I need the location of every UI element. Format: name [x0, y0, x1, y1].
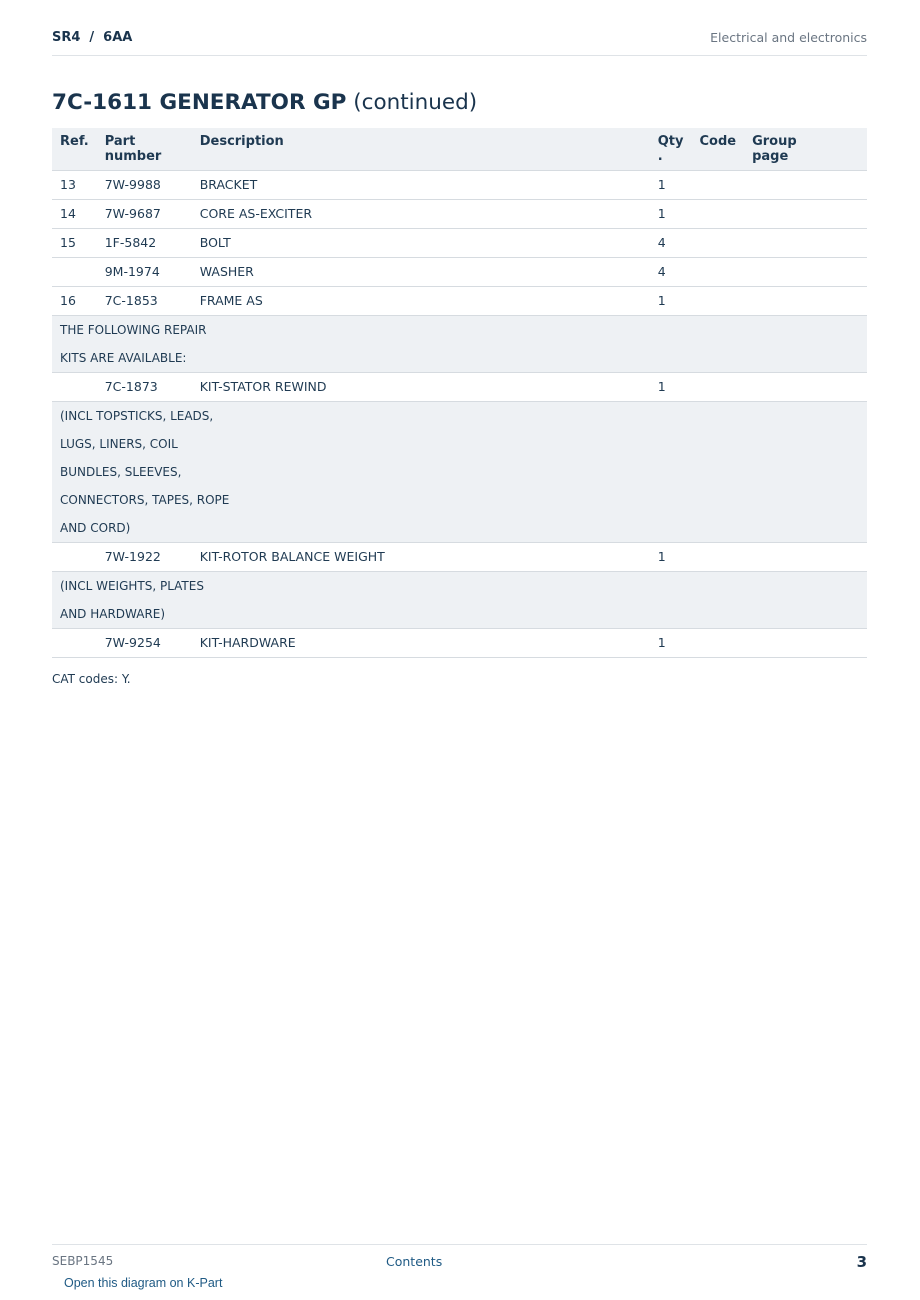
group-page-cell	[744, 228, 867, 257]
column-header-code: Code	[691, 128, 744, 170]
qty-cell: 1	[650, 372, 692, 401]
qty-cell: 1	[650, 286, 692, 315]
qty-cell: 4	[650, 228, 692, 257]
code-cell	[691, 199, 744, 228]
table-row	[52, 372, 867, 401]
open-kpart-link[interactable]: Open this diagram on K-Part	[64, 1276, 223, 1290]
contents-link[interactable]: Contents	[386, 1254, 443, 1269]
note-text: KITS ARE AVAILABLE:	[52, 344, 867, 373]
group-page-header-line2: page	[752, 149, 789, 164]
part-number-cell: 9M-1974	[97, 257, 192, 286]
note-text: BUNDLES, SLEEVES,	[52, 458, 867, 486]
qty-cell: 1	[650, 199, 692, 228]
description-cell: KIT-HARDWARE	[192, 628, 650, 657]
page-title	[52, 90, 477, 115]
ref-cell	[52, 257, 97, 286]
table-row	[52, 257, 867, 286]
note-text: AND HARDWARE)	[52, 600, 867, 629]
group-page-cell	[744, 257, 867, 286]
code-cell	[691, 170, 744, 199]
ref-cell: 14	[52, 199, 97, 228]
table-header-row	[52, 128, 867, 170]
serial-prefix-label: 6AA	[103, 30, 133, 45]
note-text: CONNECTORS, TAPES, ROPE	[52, 486, 867, 514]
group-page-cell	[744, 542, 867, 571]
note-row	[52, 344, 867, 373]
qty-cell: 1	[650, 542, 692, 571]
group-page-cell	[744, 372, 867, 401]
qty-header-line1: Qty	[657, 134, 684, 149]
note-text: THE FOLLOWING REPAIR	[52, 315, 867, 344]
note-row	[52, 514, 867, 543]
part-number-cell: 7W-9687	[97, 199, 192, 228]
page-footer	[52, 1244, 867, 1275]
group-page-cell	[744, 199, 867, 228]
part-number-cell: 7W-9254	[97, 628, 192, 657]
code-cell	[691, 372, 744, 401]
qty-header-line2: .	[657, 149, 663, 164]
description-cell: WASHER	[192, 257, 650, 286]
note-text: LUGS, LINERS, COIL	[52, 430, 867, 458]
note-row	[52, 430, 867, 458]
ref-cell: 15	[52, 228, 97, 257]
table-row	[52, 170, 867, 199]
part-number-cell: 7W-9988	[97, 170, 192, 199]
code-cell	[691, 228, 744, 257]
ref-cell	[52, 372, 97, 401]
title-main: 7C-1611 GENERATOR GP	[52, 90, 347, 115]
ref-cell: 13	[52, 170, 97, 199]
note-text: AND CORD)	[52, 514, 867, 543]
group-page-cell	[744, 628, 867, 657]
description-cell: BRACKET	[192, 170, 650, 199]
cat-codes-note: CAT codes: Y.	[52, 672, 131, 686]
part-number-cell: 7C-1853	[97, 286, 192, 315]
code-cell	[691, 628, 744, 657]
group-page-cell	[744, 170, 867, 199]
column-header-description: Description	[192, 128, 650, 170]
table-row	[52, 286, 867, 315]
description-cell: KIT-STATOR REWIND	[192, 372, 650, 401]
note-row	[52, 458, 867, 486]
note-row	[52, 486, 867, 514]
table-body	[52, 170, 867, 657]
column-header-ref: Ref.	[52, 128, 97, 170]
note-row	[52, 571, 867, 600]
qty-cell: 1	[650, 170, 692, 199]
section-label: Electrical and electronics	[710, 30, 867, 45]
part-number-cell: 7C-1873	[97, 372, 192, 401]
column-header-qty	[650, 128, 692, 170]
description-cell: KIT-ROTOR BALANCE WEIGHT	[192, 542, 650, 571]
page-number: 3	[856, 1253, 867, 1271]
code-cell	[691, 542, 744, 571]
model-label: SR4	[52, 30, 81, 45]
ref-cell	[52, 542, 97, 571]
column-header-part-number: Part number	[97, 128, 192, 170]
part-number-cell: 7W-1922	[97, 542, 192, 571]
table-row	[52, 628, 867, 657]
description-cell: BOLT	[192, 228, 650, 257]
qty-cell: 1	[650, 628, 692, 657]
table-row	[52, 228, 867, 257]
qty-cell: 4	[650, 257, 692, 286]
part-number-cell: 1F-5842	[97, 228, 192, 257]
ref-cell	[52, 628, 97, 657]
parts-table	[52, 128, 867, 658]
note-row	[52, 600, 867, 629]
code-cell	[691, 257, 744, 286]
ref-cell: 16	[52, 286, 97, 315]
column-header-group-page	[744, 128, 867, 170]
table-row	[52, 542, 867, 571]
group-page-cell	[744, 286, 867, 315]
description-cell: CORE AS-EXCITER	[192, 199, 650, 228]
breadcrumb-separator: /	[89, 30, 95, 45]
note-text: (INCL WEIGHTS, PLATES	[52, 571, 867, 600]
description-cell: FRAME AS	[192, 286, 650, 315]
note-text: (INCL TOPSTICKS, LEADS,	[52, 401, 867, 430]
page-header	[52, 28, 867, 56]
code-cell	[691, 286, 744, 315]
note-row	[52, 315, 867, 344]
table-row	[52, 199, 867, 228]
document-id: SEBP1545	[52, 1254, 114, 1268]
note-row	[52, 401, 867, 430]
title-suffix: (continued)	[353, 90, 478, 115]
breadcrumb	[52, 30, 132, 45]
group-page-header-line1: Group	[752, 134, 797, 149]
